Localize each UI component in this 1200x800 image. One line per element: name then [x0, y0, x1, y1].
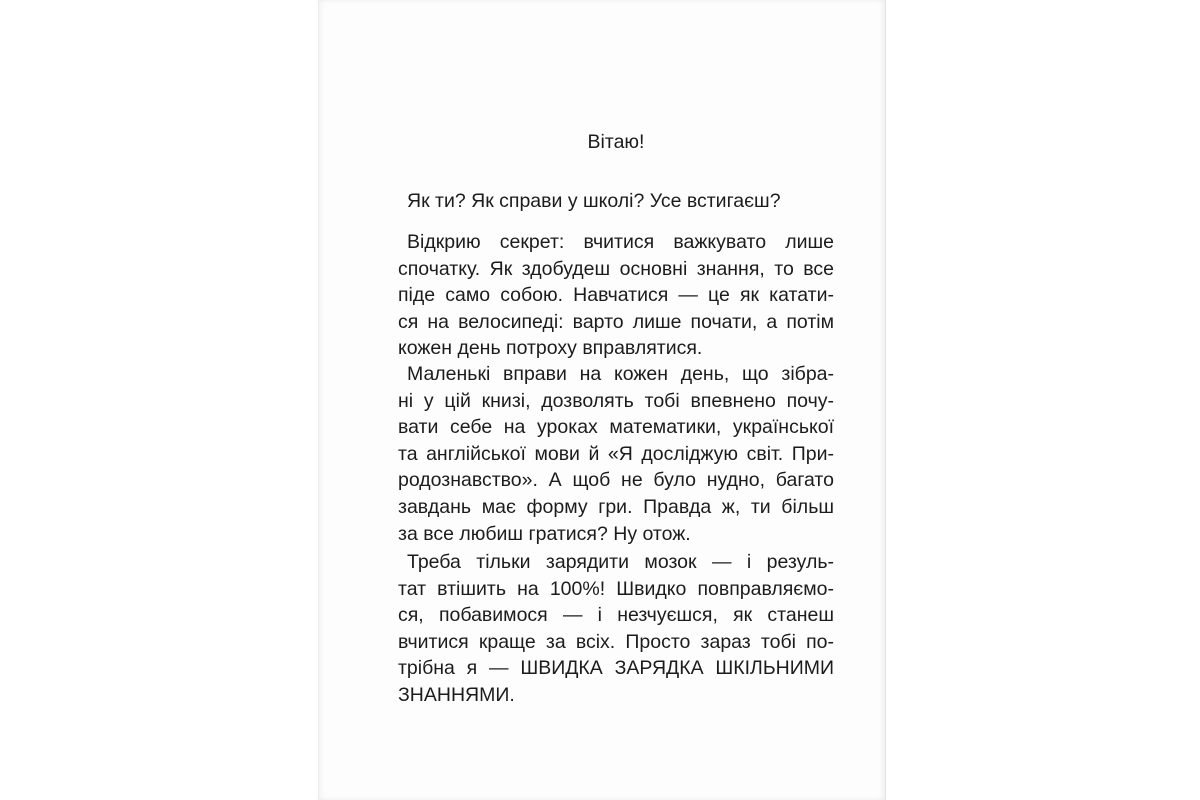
paragraph-2: [398, 229, 834, 362]
text-line: та англійської мови й «Я досліджую світ. При-: [398, 442, 834, 465]
greeting-heading: Вітаю!: [587, 131, 645, 153]
text-line: піде само собою. Навчатися — це як катати-: [398, 284, 834, 307]
text-line: Маленькі вправи на кожен день, що зібра-: [407, 363, 834, 385]
text-line: Відкрию секрет: вчитися важкувато лише: [407, 231, 834, 253]
text-line: вати себе на уроках математики, української: [398, 416, 834, 439]
text-line: ні у цій книзі, дозволять тобі впевнено почу-: [398, 389, 834, 412]
paragraph-1: [398, 188, 834, 215]
text-line: трібна я — ШВИДКА ЗАРЯДКА ШКІЛЬНИМИ: [398, 657, 834, 680]
text-line: родознавство». А щоб не було нудно, багато: [398, 469, 834, 492]
text-line: Треба тільки зарядити мозок — і резуль-: [407, 551, 834, 573]
text-line: завдань має форму гри. Правда ж, ти більш: [398, 495, 834, 518]
text-line: за все любиш гратися? Ну отож.: [398, 522, 691, 545]
text-line: кожен день потроху вправлятися.: [398, 337, 703, 360]
text-line: ся на велосипеді: варто лише почати, а потім: [398, 310, 834, 333]
text-line: ЗНАННЯМИ.: [398, 683, 515, 706]
text-line: тат втішить на 100%! Швидко повправляємо-: [398, 577, 834, 600]
text-line: Як ти? Як справи у школі? Усе встигаєш?: [407, 190, 781, 212]
paragraph-3: [398, 361, 834, 547]
text-line: вчитися краще за всіх. Просто зараз тобі по-: [398, 630, 834, 653]
text-line: спочатку. Як здобудеш основні знання, то все: [398, 257, 834, 280]
text-line: ся, побавимося — і незчуєшся, як станеш: [398, 604, 834, 627]
paragraph-4: [398, 549, 834, 709]
